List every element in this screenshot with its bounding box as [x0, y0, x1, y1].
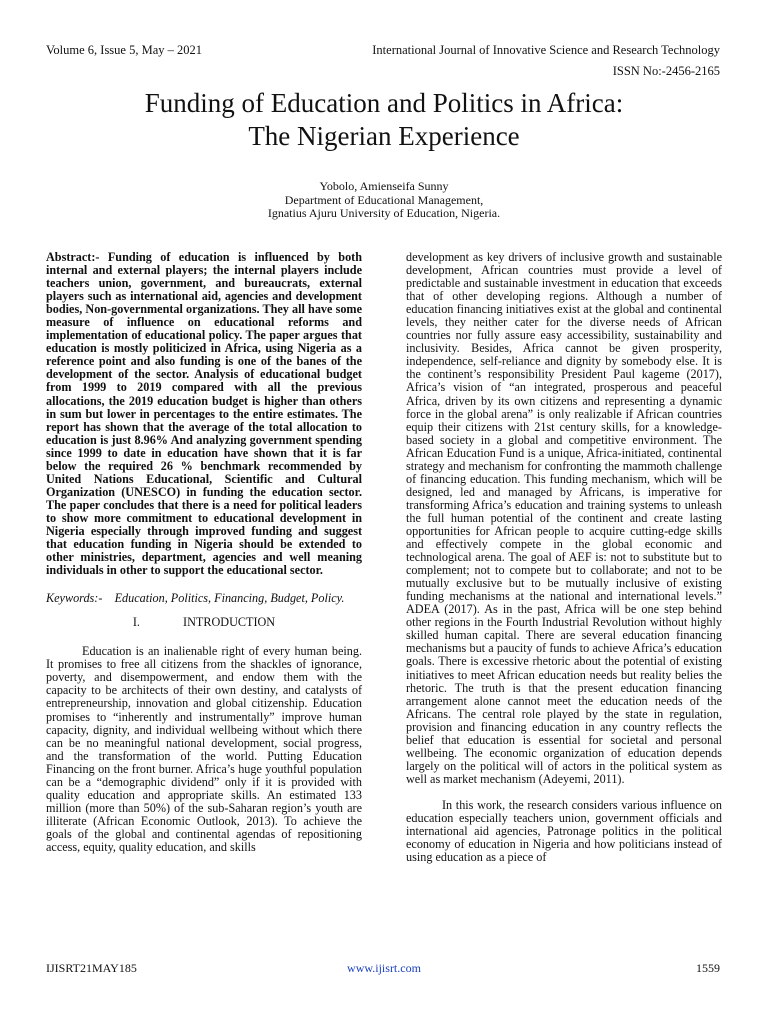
keywords	[46, 592, 362, 605]
author-block	[40, 180, 728, 221]
abstract: Abstract:- Funding of education is influenced by both internal and external players; the internal players include teachers union, government, and bureaucrats, external players such as international aid, agencies and development bodies, Non-governmental organizations. They all have some measure of influence on educational reforms and implementation of educational policy. The paper argues that education is mostly politicized in Africa, using Nigeria as a reference point and also funding is one of the banes of the development of the sector. Analysis of educational budget from 1999 to 2019 compared with all the previous allocations, the 2019 education budget is higher than others in sum but lower in percentages to the entire estimates. The report has shown that the average of the total allocation to education is just 8.96% And analyzing government spending since 1999 to date in education have shown that it is far below the required 26 % benchmark recommended by United Nations Educational, Scientific and Cultural Organization (UNESCO) in funding the education sector. The paper concludes that there is a need for political leaders to show more commitment to educational development in Nigeria especially through improved funding and suggest that education funding in Nigeria should be extended to other ministries, department, agencies and well meaning individuals in other to support the educational sector.	[46, 250, 362, 578]
author-department: Department of Educational Management,	[284, 192, 484, 207]
keywords-text: Education, Politics, Financing, Budget, Policy.	[114, 591, 345, 606]
right-column	[406, 251, 722, 864]
title-line-1: Funding of Education and Politics in Africa:	[144, 88, 624, 118]
author-university: Ignatius Ajuru University of Education, Nigeria.	[267, 206, 501, 220]
intro-paragraph-3: In this work, the research considers various influence on education especially teachers union, government officials and international aid agencies, Patronage politics in the political economy of education in Nigeria and how politicians instead of using education as a piece of	[406, 797, 722, 865]
journal-name: International Journal of Innovative Science and Research Technology	[372, 43, 720, 57]
intro-paragraph-1: Education is an inalienable right of every human being. It promises to free all citizens from the shackles of ignorance, poverty, and disempowerment, and endow them with the capacity to be architects of their own destiny, and catalysts of entrepreneurship, innovation and global citizenship. Education promises to “inherently and instrumentally” improve human capacity, dignity, and individual wellbeing without which there can be no meaningful national development, social progress, and the transformation of the world. Putting Education Financing on the front burner. Africa’s huge youthful population can be a “demographic dividend” only if it is provided with quality education and appropriate skills. An estimated 133 million (more than 50%) of the sub-Saharan region’s youth are illiterate (African Economic Outlook, 2013). To achieve the goals of the global and continental agendas of repositioning access, equity, quality education, and skills	[46, 644, 362, 854]
paper-title	[40, 87, 728, 153]
title-line-2: The Nigerian Experience	[248, 121, 520, 151]
intro-paragraph-2: development as key drivers of inclusive growth and sustainable development, African countries must provide a level of predictable and sustainable investment in education that exceeds that of other developing regions. Although a number of education financing initiatives exist at the global and continental levels, they neither cater for the diverse needs of African countries nor fully assure easy accessibility, sustainability and inclusivity. Besides, Africa cannot be given prosperity, independence, self-reliance and dignity by somebody else. It is the continent’s responsibility President Paul kageme (2017), Africa’s vision of “an integrated, prosperous and peaceful Africa, driven by its own citizens and representing a dynamic force in the global arena” is only realizable if African countries equip their citizens with 21st century skills, for a knowledge-based society in a global and competitive environment. The African Education Fund is a unique, Africa-initiated, continental strategy and mechanism for confronting the mammoth challenge of financing education. This funding mechanism, which will be designed, led and managed by Africans, is imperative for transforming Africa’s education and training systems to unleash the full human potential of the continent and create lasting opportunities for African people to acquire cutting-edge skills and effectively compete in the global economic and technological arena. The goal of AEF is: not to substitute but to complement; not to compete but to collaborate; and not to be mutually exclusive but to be mutually inclusive of existing funding mechanisms at the national and international levels.” ADEA (2017). As in the past, Africa will be one step behind other regions in the Fourth Industrial Revolution without highly skilled human capital. There are several education financing mechanisms but a paucity of funds to achieve Africa’s education goals. There is excessive rhetoric about the potential of existing initiatives to meet African education needs but reality belies the rhetoric. The truth is that the present education financing arrangement alone cannot meet the education needs of the Africans. The central role played by the state in regulation, provision and financing education in any country reflects the belief that education is essential for societal and personal wellbeing. The economic organization of education depends largely on the political will of actors in the political system as well as market mechanism (Adeyemi, 2011).	[406, 250, 722, 786]
page-number: 1559	[696, 961, 720, 975]
section-title: INTRODUCTION	[183, 615, 276, 630]
section-heading-introduction	[46, 616, 362, 629]
section-number: I.	[132, 615, 140, 630]
author-name: Yobolo, Amienseifa Sunny	[319, 179, 449, 193]
left-column	[46, 251, 362, 854]
keywords-label: Keywords:-	[46, 591, 103, 606]
paper-id: IJISRT21MAY185	[46, 961, 137, 975]
journal-website-link[interactable]: www.ijisrt.com	[347, 961, 421, 975]
issn: ISSN No:-2456-2165	[612, 64, 720, 78]
volume-issue: Volume 6, Issue 5, May – 2021	[46, 43, 203, 57]
